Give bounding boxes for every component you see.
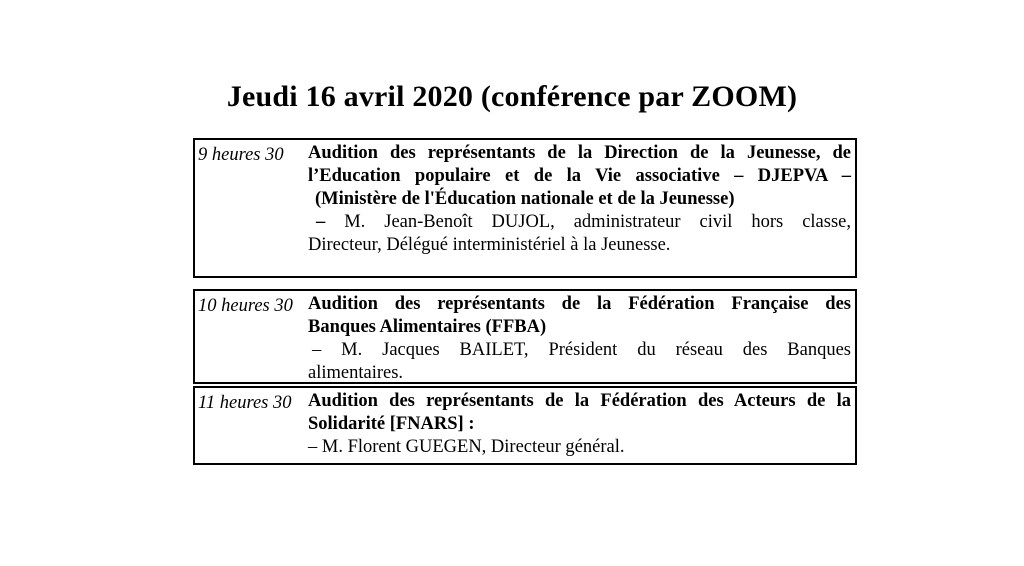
- speaker-dash: –: [316, 212, 326, 232]
- speaker-line: – M. Florent GUEGEN, Directeur général.: [308, 437, 625, 457]
- session-content: [308, 140, 855, 276]
- time-cell: 10 heures 30: [198, 296, 293, 316]
- session-heading-line: Audition des représentants de la Fédération Française des: [308, 294, 851, 314]
- schedule-row-2: [193, 289, 857, 384]
- speaker-line: – M. Jacques BAILET, Président du réseau des Banques: [312, 340, 851, 360]
- speaker-line: Directeur, Délégué interministériel à la Jeunesse.: [308, 235, 671, 255]
- time-cell: 11 heures 30: [198, 393, 292, 413]
- session-content: [308, 388, 855, 463]
- schedule-row-3: [193, 386, 857, 465]
- session-heading-line: (Ministère de l'Éducation nationale et de la Jeunesse): [315, 189, 735, 209]
- page-title: Jeudi 16 avril 2020 (conférence par ZOOM): [226, 80, 798, 114]
- speaker-line: alimentaires.: [308, 363, 404, 383]
- session-heading-line: Audition des représentants de la Fédération des Acteurs de la: [308, 391, 851, 411]
- schedule-row-1: [193, 138, 857, 278]
- session-heading-line: l’Education populaire et de la Vie associative – DJEPVA –: [308, 166, 851, 186]
- time-cell: 9 heures 30: [198, 145, 284, 165]
- speaker-line: [308, 211, 851, 234]
- speaker-text: M. Jean-Benoît DUJOL, administrateur civil hors classe,: [325, 212, 851, 232]
- session-heading-line: Audition des représentants de la Direction de la Jeunesse, de: [308, 143, 851, 163]
- session-content: [308, 291, 855, 382]
- session-heading-line: Banques Alimentaires (FFBA): [308, 317, 547, 337]
- session-heading-line: Solidarité [FNARS] :: [308, 414, 475, 434]
